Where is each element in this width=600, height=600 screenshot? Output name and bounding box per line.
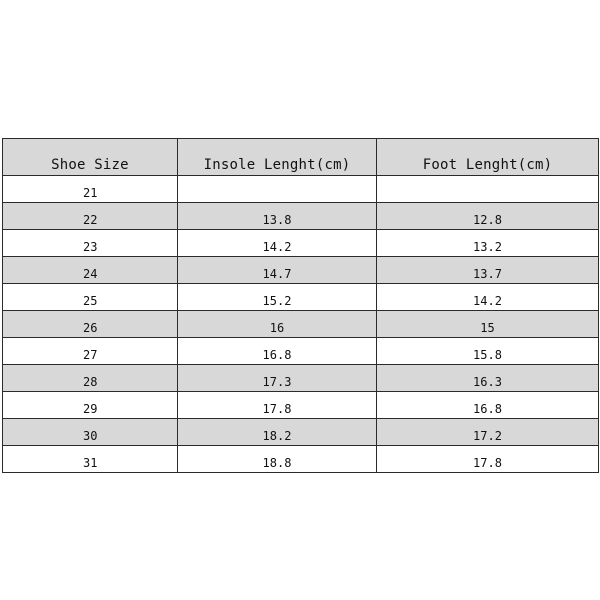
cell-shoe-size: 25 [3,284,178,311]
cell-shoe-size: 27 [3,338,178,365]
table-row [3,257,599,284]
cell-foot-length: 14.2 [377,284,599,311]
table-row [3,203,599,230]
cell-shoe-size: 24 [3,257,178,284]
table-row [3,365,599,392]
cell-shoe-size: 31 [3,446,178,473]
cell-shoe-size: 29 [3,392,178,419]
cell-foot-length: 16.3 [377,365,599,392]
cell-foot-length: 13.7 [377,257,599,284]
cell-foot-length: 15.8 [377,338,599,365]
cell-foot-length: 16.8 [377,392,599,419]
cell-foot-length: 17.2 [377,419,599,446]
cell-insole-length: 16.8 [178,338,377,365]
cell-insole-length: 14.7 [178,257,377,284]
cell-shoe-size: 28 [3,365,178,392]
table-row [3,311,599,338]
table-row [3,338,599,365]
cell-insole-length: 15.2 [178,284,377,311]
table-row [3,230,599,257]
cell-shoe-size: 30 [3,419,178,446]
table-row [3,176,599,203]
cell-shoe-size: 21 [3,176,178,203]
table-row [3,419,599,446]
header-foot-length: Foot Lenght(cm) [377,139,599,176]
cell-foot-length: 13.2 [377,230,599,257]
shoe-size-table [2,138,599,473]
table-row [3,284,599,311]
cell-foot-length: 12.8 [377,203,599,230]
cell-insole-length: 18.8 [178,446,377,473]
cell-insole-length: 13.8 [178,203,377,230]
header-shoe-size: Shoe Size [3,139,178,176]
header-insole-length: Insole Lenght(cm) [178,139,377,176]
cell-insole-length: 18.2 [178,419,377,446]
cell-foot-length: 15 [377,311,599,338]
cell-shoe-size: 23 [3,230,178,257]
cell-insole-length: 17.3 [178,365,377,392]
cell-foot-length [377,176,599,203]
cell-insole-length: 16 [178,311,377,338]
table-row [3,392,599,419]
cell-foot-length: 17.8 [377,446,599,473]
table-row [3,446,599,473]
cell-shoe-size: 26 [3,311,178,338]
cell-insole-length [178,176,377,203]
cell-insole-length: 14.2 [178,230,377,257]
cell-insole-length: 17.8 [178,392,377,419]
table-body [3,176,599,473]
cell-shoe-size: 22 [3,203,178,230]
table-header-row [3,139,599,176]
